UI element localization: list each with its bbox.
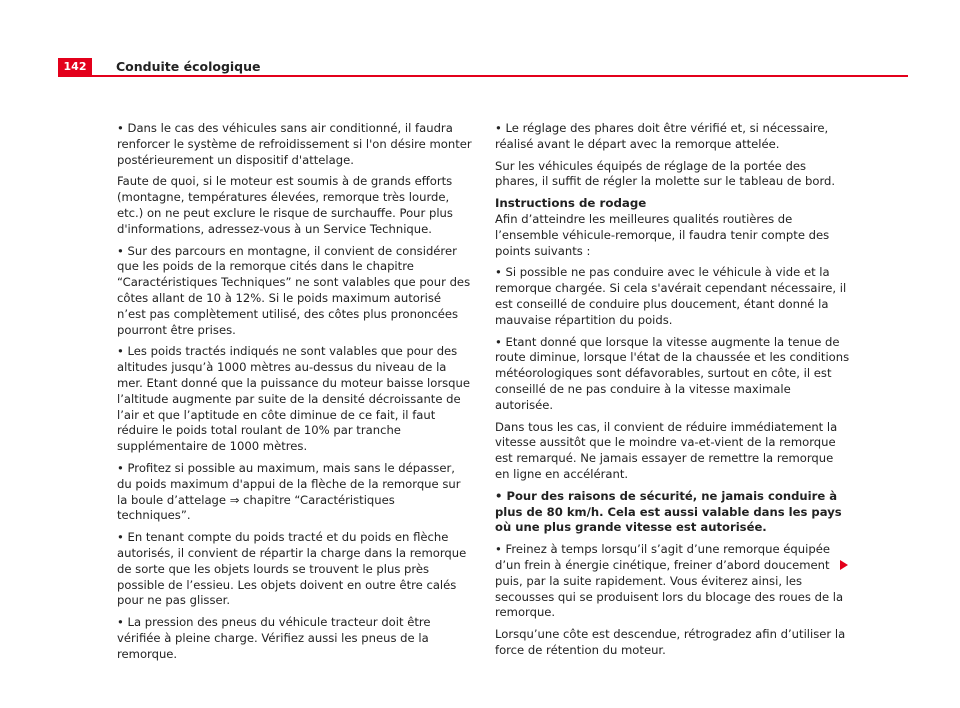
header-rule: [58, 75, 908, 77]
paragraph: • Dans le cas des véhicules sans air conditionné, il faudra renforcer le système de refroidissement si l'on désire monter postérieurement un dispositif d'attelage.: [117, 121, 472, 167]
paragraph: Sur les véhicules équipés de réglage de la portée des phares, il suffit de régler la molette sur le tableau de bord.: [495, 158, 836, 189]
paragraph: • Si possible ne pas conduire avec le véhicule à vide et la remorque chargée. Si cela s'avérait cependant nécessaire, il est conseillé de conduire plus doucement, étant donné la mauvaise répartition du poids.: [495, 265, 847, 327]
paragraph: • En tenant compte du poids tracté et du poids en flèche autorisés, il convient de répartir la charge dans la remorque de sorte que les objets lourds se trouvent le plus près possible de l’essieu. Les objets doivent en outre être calés pour ne pas glisser.: [117, 530, 467, 608]
paragraph: Faute de quoi, si le moteur est soumis à de grands efforts (montagne, températures élevées, remorque très lourde, etc.) on ne peut exclure le risque de surchauffe. Pour plus d'informations, adressez-vous à un Service Technique.: [117, 174, 453, 236]
page-header: [58, 58, 908, 76]
page-number: 142: [58, 58, 92, 76]
paragraph: Lorsqu’une côte est descendue, rétrogradez afin d’utiliser la force de rétention du moteur.: [495, 627, 846, 657]
warning-paragraph: • Pour des raisons de sécurité, ne jamais conduire à plus de 80 km/h. Cela est aussi valable dans les pays où une plus grande vitesse est autorisée.: [495, 488, 842, 535]
paragraph: • Le réglage des phares doit être vérifié et, si nécessaire, réalisé avant le départ avec la remorque attelée.: [495, 121, 829, 151]
section-heading: Instructions de rodage: [495, 196, 647, 211]
paragraph: • Les poids tractés indiqués ne sont valables que pour des altitudes jusqu’à 1000 mètres au-dessus du niveau de la mer. Etant donné que la puissance du moteur baisse lorsque l’altitude augmente par suite de la densité décroissante de l’air et que l’aptitude en côte diminue de ce fait, il faut réduire le poids total roulant de 10% par tranche supplémentaire de 1000 mètres.: [117, 344, 471, 454]
paragraph: • La pression des pneus du véhicule tracteur doit être vérifiée à pleine charge. Vérifiez aussi les pneus de la remorque.: [117, 615, 431, 661]
arrow-right-icon: [840, 560, 848, 570]
paragraph: • Freinez à temps lorsqu’il s’agit d’une remorque équipée d’un frein à énergie cinétique, freiner d’abord doucement puis, par la suite rapidement. Vous éviterez ainsi, les secousses qui se produisent lors du blocage des roues de la remorque.: [495, 542, 844, 620]
paragraph: Afin d’atteindre les meilleures qualités routières de l’ensemble véhicule-remorque, il faudra tenir compte des points suivants :: [495, 211, 830, 258]
paragraph: Dans tous les cas, il convient de réduire immédiatement la vitesse aussitôt que le moindre va-et-vient de la remorque est remarqué. Ne jamais essayer de remettre la remorque en ligne en accélérant.: [495, 419, 838, 481]
paragraph: • Sur des parcours en montagne, il convient de considérer que les poids de la remorque cités dans le chapitre “Caractéristiques Techniques” ne sont valables que pour des côtes allant de 10 à 12%. Si le poids maximum autorisé n’est pas complètement utilisé, des côtes plus prononcées pourront être prises.: [117, 243, 471, 337]
paragraph: • Profitez si possible au maximum, mais sans le dépasser, du poids maximum d'appui de la flèche de la remorque sur la boule d’attelage ⇒ chapitre “Caractéristiques techniques”.: [117, 460, 461, 523]
paragraph: • Etant donné que lorsque la vitesse augmente la tenue de route diminue, lorsque l'état de la chaussée et les conditions météorologiques sont défavorables, surtout en côte, il est conseillé de ne pas conduire à la vitesse maximale autorisée.: [495, 334, 850, 412]
right-column: [495, 121, 850, 665]
left-column: [117, 121, 472, 669]
chapter-title: Conduite écologique: [116, 59, 261, 74]
